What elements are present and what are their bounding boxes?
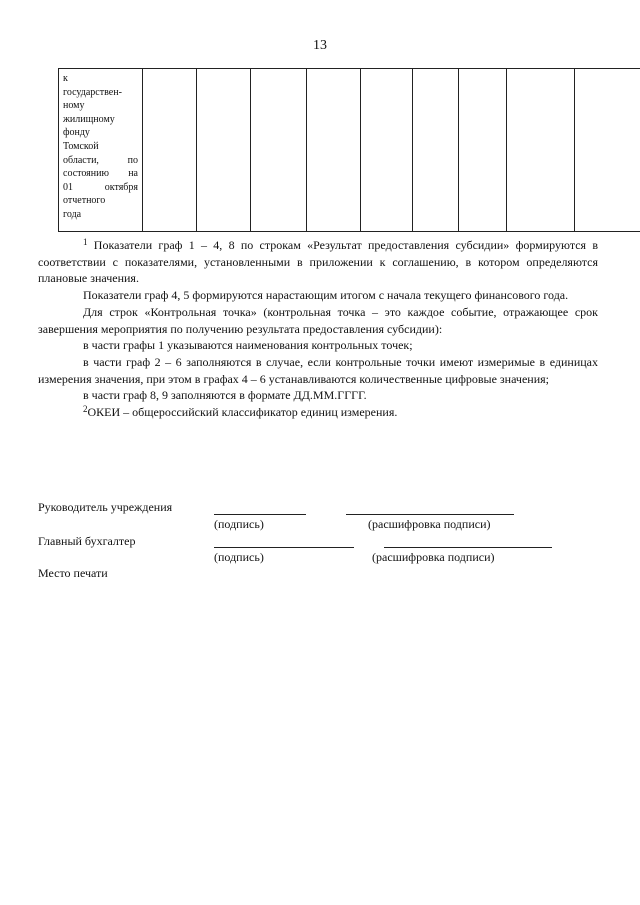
footnote-text: Показатели граф 1 – 4, 8 по строкам «Результат предоставления субсидии» формируются в соответствии с показателями, установленными в приложении к соглашению, в котором определяются плановые значения.	[38, 238, 599, 286]
cell-line: ному	[63, 100, 85, 112]
page-number: 13	[313, 38, 327, 53]
decode-caption: (расшифровка подписи)	[372, 550, 495, 564]
note-paragraph: в части графы 1 указываются наименования контрольных точек;	[83, 338, 413, 353]
head-label: Руководитель учреждения	[38, 500, 173, 514]
data-table	[58, 68, 640, 232]
cell-line: Томской	[63, 140, 99, 152]
signature-caption: (подпись)	[214, 517, 264, 531]
table-cell	[413, 69, 459, 232]
note-paragraph: в части граф 2 – 6 заполняются в случае, если контрольные точки имеют измеримые в единицах измерения значения, при этом в графах 4 – 6 устанавливаются количественные цифровые значения;	[38, 354, 598, 386]
footnote-mark: 1	[83, 237, 88, 247]
stamp-label: Место печати	[38, 566, 108, 580]
note-paragraph: Для строк «Контрольная точка» (контрольная точка – это каждое событие, отражающее срок завершения мероприятия по получению результата предоставления субсидии):	[38, 304, 598, 336]
cell-line: области, по	[63, 154, 138, 166]
signature-line	[214, 547, 354, 548]
table-cell	[459, 69, 507, 232]
cell-line: фонду	[63, 127, 90, 139]
note-paragraph: Показатели граф 4, 5 формируются нарастающим итогом с начала текущего финансового года.	[83, 288, 569, 303]
cell-line: государствен-	[63, 86, 122, 98]
table-cell	[307, 69, 361, 232]
footnote-mark: 2	[83, 404, 88, 415]
cell-line: к	[63, 73, 68, 84]
cell-line: жилищному	[63, 113, 115, 125]
decode-caption: (расшифровка подписи)	[368, 517, 491, 531]
decode-line	[346, 514, 514, 515]
footnote-2	[38, 404, 598, 421]
note-paragraph: в части граф 8, 9 заполняются в формате ДД.ММ.ГГГГ.	[83, 388, 367, 403]
cell-line: состоянию на	[63, 168, 138, 180]
table-cell	[197, 69, 251, 232]
cell-line: отчетного	[63, 195, 106, 207]
table-cell	[575, 69, 640, 232]
footnote-1	[38, 237, 598, 287]
table-cell	[507, 69, 575, 232]
signature-caption: (подпись)	[214, 550, 264, 564]
cell-line: 01 октября	[63, 181, 138, 193]
signature-line	[214, 514, 306, 515]
footnotes	[38, 237, 598, 421]
table-cell	[143, 69, 197, 232]
table-cell	[251, 69, 307, 232]
accountant-label: Главный бухгалтер	[38, 534, 136, 548]
footnote-text: ОКЕИ – общероссийский классификатор единиц измерения.	[87, 405, 398, 420]
decode-line	[384, 547, 552, 548]
cell-line: года	[63, 208, 82, 220]
table-cell-indicator	[59, 69, 143, 232]
table-cell	[361, 69, 413, 232]
